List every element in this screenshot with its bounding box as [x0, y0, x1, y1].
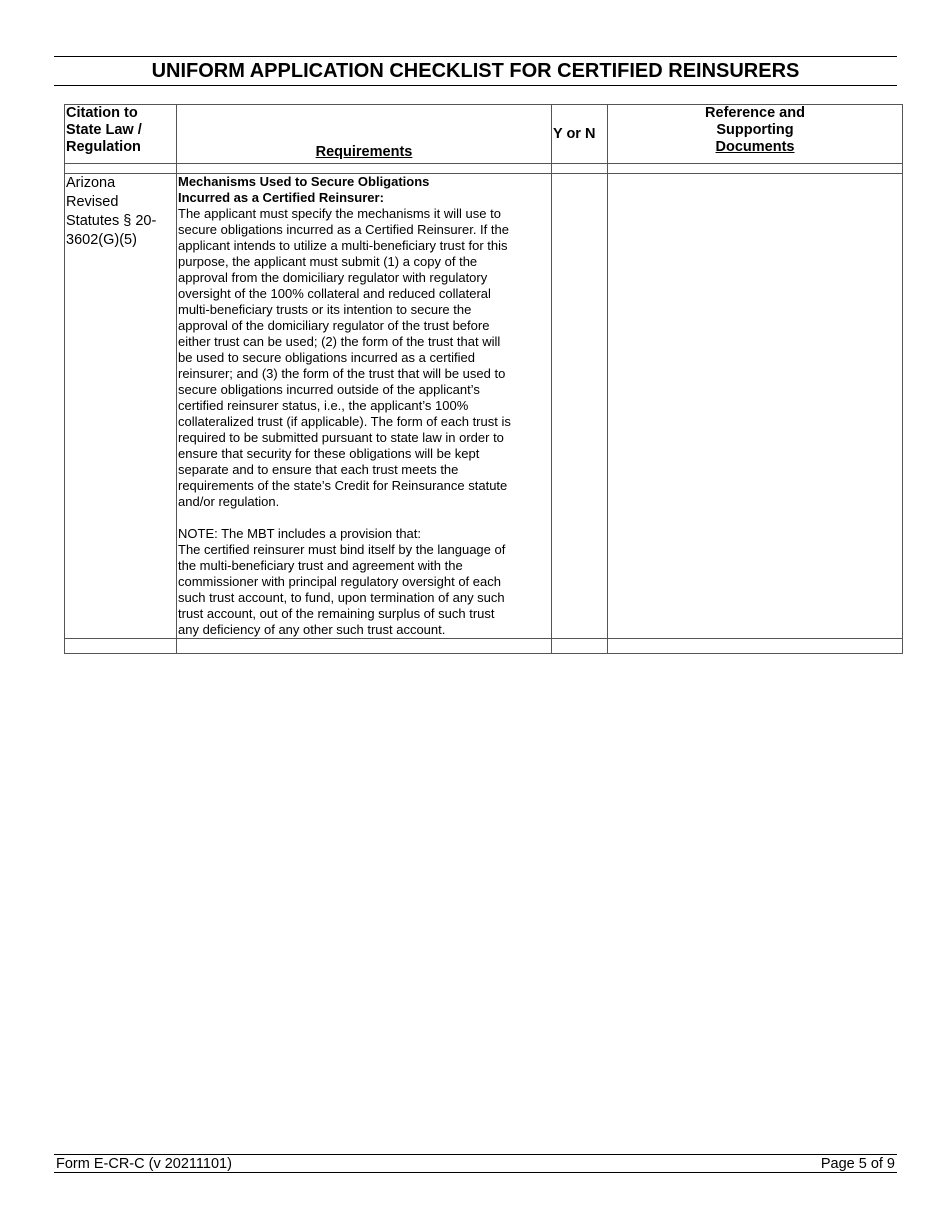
spacer-row-bottom: [65, 639, 903, 654]
requirement-note: NOTE: The MBT includes a provision that: The certified reinsurer must bind itself by the language of the multi-beneficiary trust and agreement with the commissioner with principal regulatory oversight of each such trust account, to fund, upon termination of any such trust account, out of the remaining surplus of such trust any deficiency of any other such trust account.: [178, 526, 506, 637]
footer-bottom-rule: [54, 1172, 897, 1173]
requirements-cell: [177, 174, 552, 639]
y-or-n-cell[interactable]: [552, 174, 608, 639]
header-requirements: [177, 105, 552, 164]
footer-form-id: Form E-CR-C (v 20211101): [56, 1156, 232, 1172]
header-citation: Citation to State Law / Regulation: [65, 105, 177, 164]
requirement-body: The applicant must specify the mechanisms it will use to secure obligations incurred as a Certified Reinsurer. If the applicant intends to utilize a multi-beneficiary trust for this purpose, the applicant must submit (1) a copy of the approval from the domiciliary regulator with regulatory oversight of the 100% collateral and reduced collateral multi-beneficiary trusts or its intention to secure the approval of the domiciliary regulator of the trust before either trust can be used; (2) the form of the trust that will be used to secure obligations incurred as a certified reinsurer; and (3) the form of the trust that will be used to secure obligations incurred outside of the applicant’s certified reinsurer status, i.e., the applicant’s 100% collateralized trust (if applicable). The form of each trust is required to be submitted pursuant to state law in order to ensure that security for these obligations will be kept separate and to ensure that each trust meets the requirements of the state’s Credit for Reinsurance statute and/or regulation.: [178, 206, 511, 509]
reference-cell[interactable]: [608, 174, 903, 639]
requirement-title: Mechanisms Used to Secure Obligations Incurred as a Certified Reinsurer:: [178, 174, 430, 205]
header-requirements-label: Requirements: [315, 144, 413, 160]
header-row: [65, 105, 903, 164]
header-reference: [608, 105, 903, 164]
header-reference-line1: Reference and: [705, 105, 805, 121]
title-top-rule: [54, 56, 897, 57]
page-title: UNIFORM APPLICATION CHECKLIST FOR CERTIFIED REINSURERS: [151, 60, 800, 82]
header-reference-line3: Documents: [715, 139, 795, 155]
citation-cell: Arizona Revised Statutes § 20- 3602(G)(5): [65, 174, 177, 639]
header-reference-line2: Supporting: [716, 122, 794, 138]
table-row: [65, 174, 903, 639]
checklist-table: [64, 104, 903, 654]
spacer-row-top: [65, 164, 903, 174]
footer-top-rule: [54, 1154, 897, 1155]
header-y-or-n: Y or N: [552, 105, 608, 164]
title-bottom-rule: [54, 85, 897, 86]
footer-page-number: Page 5 of 9: [820, 1156, 895, 1172]
